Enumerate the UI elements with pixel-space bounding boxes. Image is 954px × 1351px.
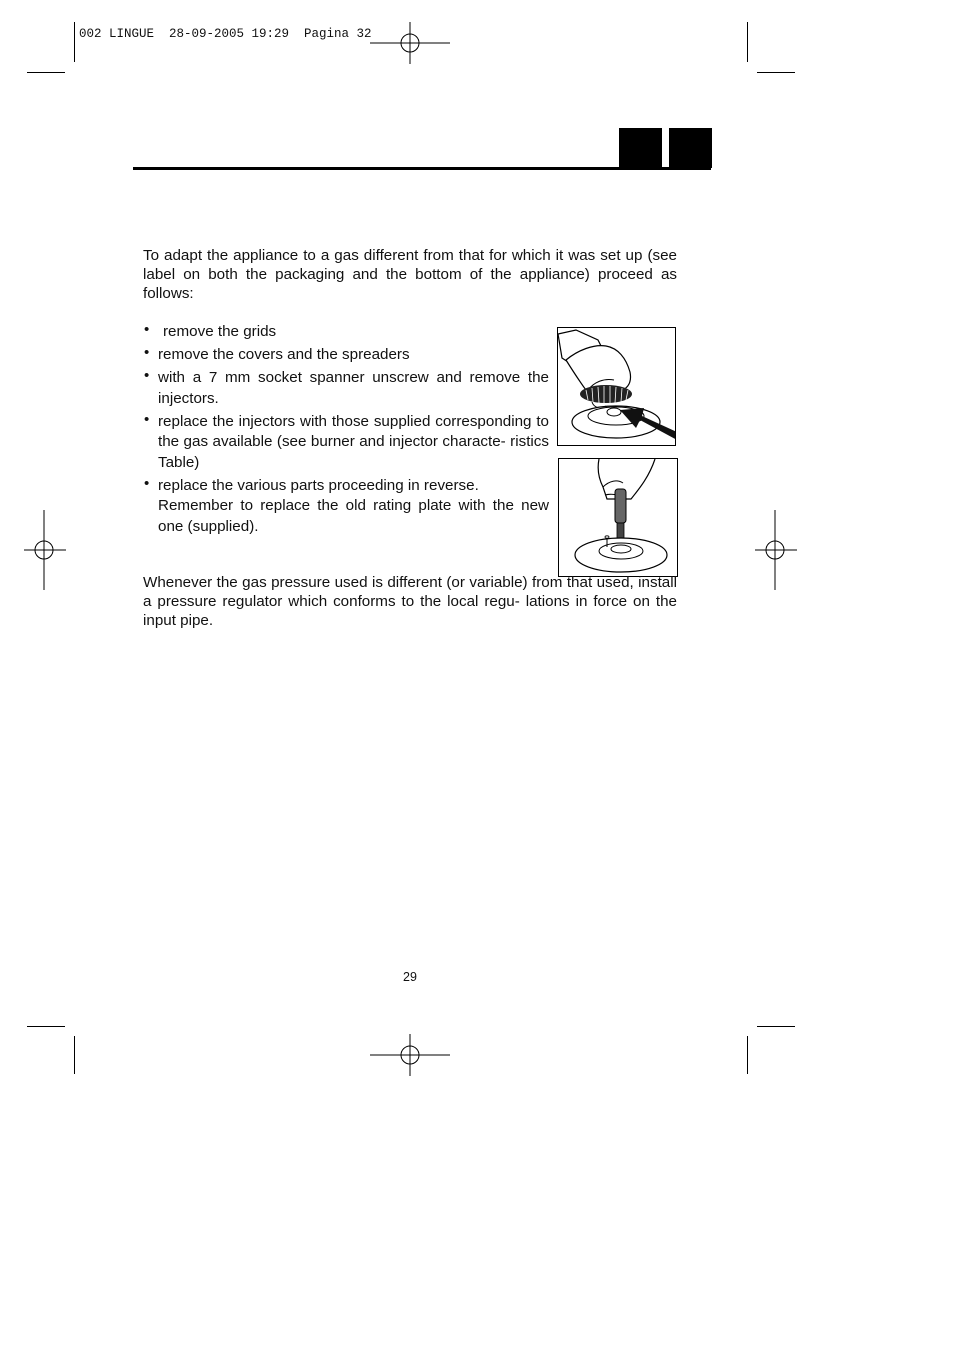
burner-removal-illustration: [557, 327, 676, 446]
registration-target-icon: [370, 1034, 450, 1076]
procedure-steps: [143, 322, 549, 540]
crop-mark: [74, 1036, 75, 1074]
section-tab-block: [619, 128, 662, 168]
crop-mark: [757, 72, 795, 73]
list-item: [143, 345, 549, 366]
list-item: [143, 476, 549, 538]
crop-mark: [27, 1026, 65, 1027]
burner-cap-hand-icon: [558, 328, 676, 446]
step-text: replace the injectors with those supplied corresponding to the gas available (see burner and injector characte- ristics Table): [158, 412, 549, 471]
registration-target-icon: [755, 510, 797, 590]
bullet-icon: •: [144, 367, 150, 384]
crop-mark: [747, 22, 748, 62]
list-item: [143, 368, 549, 409]
step-note: Remember to replace the old rating plate with the new one (supplied).: [158, 497, 549, 535]
injector-removal-illustration: [558, 458, 678, 577]
pressure-regulator-paragraph: Whenever the gas pressure used is different (or variable) from that used, install a pressure regulator which conforms to the local regu- lations in force on the input pipe.: [143, 574, 677, 630]
step-text: remove the covers and the spreaders: [158, 346, 410, 363]
bullet-icon: •: [144, 321, 150, 338]
intro-paragraph: To adapt the appliance to a gas different from that for which it was set up (see label on both the packaging and the bottom of the appliance) proceed as follows:: [143, 247, 677, 303]
crop-mark: [747, 1036, 748, 1074]
step-text: with a 7 mm socket spanner unscrew and remove the injectors.: [158, 369, 549, 407]
page-number: 29: [403, 970, 417, 984]
list-item: [143, 412, 549, 474]
step-text: remove the grids: [163, 323, 277, 340]
list-item: [143, 322, 549, 343]
print-slug-line: 002 LINGUE 28-09-2005 19:29 Pagina 32: [79, 27, 372, 41]
crop-mark: [757, 1026, 795, 1027]
registration-target-icon: [24, 510, 66, 590]
crop-mark: [74, 22, 75, 62]
spanner-injector-icon: [559, 459, 678, 577]
step-text: replace the various parts proceeding in reverse.: [158, 476, 479, 494]
registration-target-icon: [370, 22, 450, 64]
bullet-icon: •: [144, 410, 150, 428]
bullet-icon: •: [144, 344, 150, 361]
section-tab-block: [669, 128, 712, 168]
crop-mark: [27, 72, 65, 73]
bullet-icon: •: [144, 474, 150, 492]
